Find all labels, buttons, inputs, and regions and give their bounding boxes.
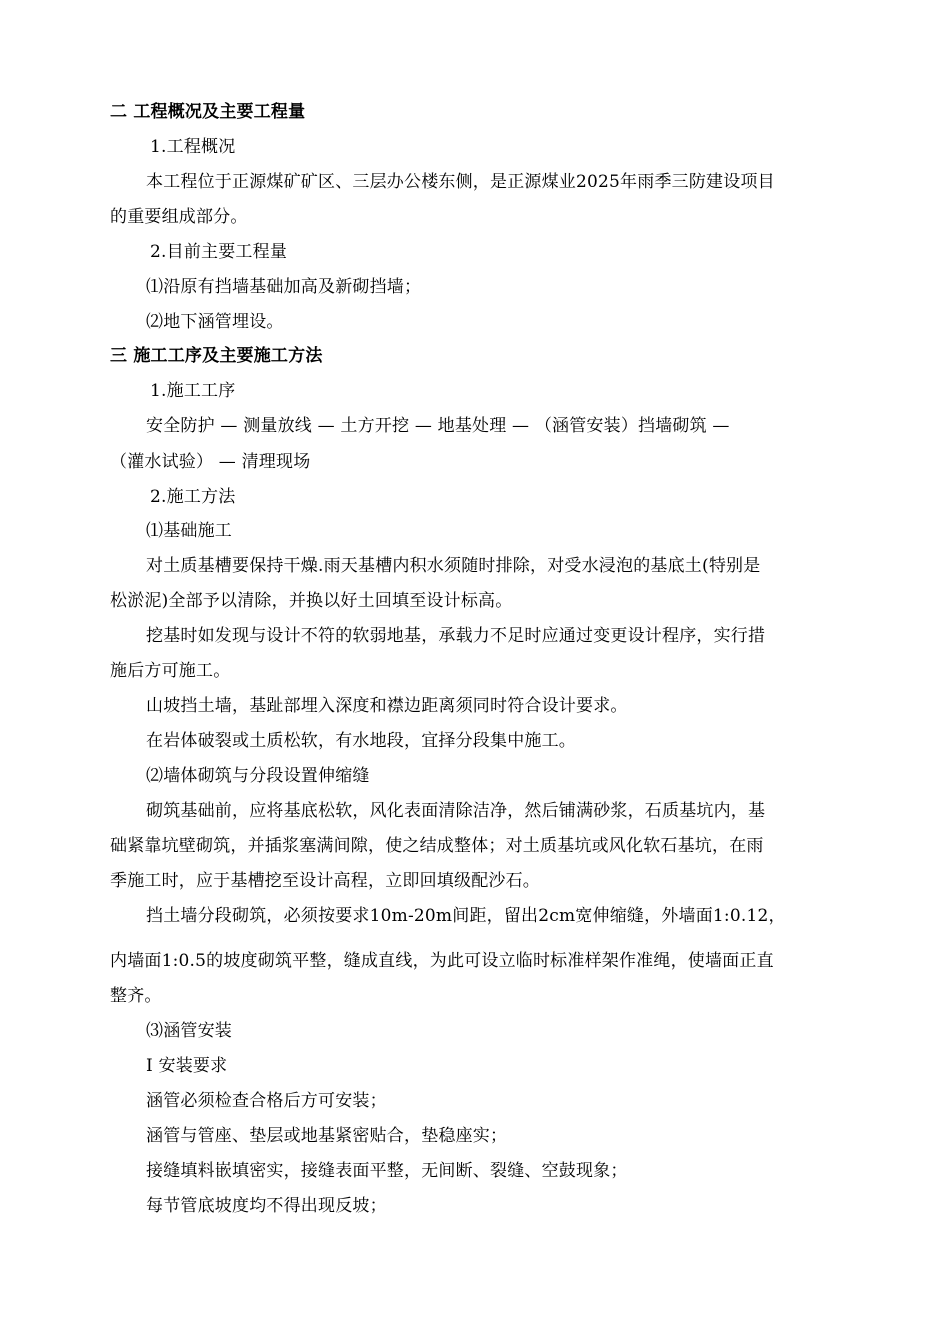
subheading-procedure: 1.施工工序: [150, 381, 236, 401]
item-heading-foundation: ⑴基础施工: [146, 521, 232, 541]
paragraph-line: 整齐。: [110, 986, 162, 1006]
paragraph-line: 在岩体破裂或土质松软，有水地段，宜择分段集中施工。: [146, 731, 576, 751]
paragraph-line: 内墙面1:0.5的坡度砌筑平整，缝成直线，为此可设立临时标准样架作准绳，使墙面正直: [110, 951, 774, 971]
subheading-main-quantities: 2.目前主要工程量: [150, 242, 288, 262]
item-heading-wall-masonry: ⑵墙体砌筑与分段设置伸缩缝: [146, 766, 370, 786]
paragraph-line: 山坡挡土墙，基趾部埋入深度和襟边距离须同时符合设计要求。: [146, 696, 628, 716]
procedure-sequence-line: 安全防护 — 测量放线 — 土方开挖 — 地基处理 — （涵管安装）挡墙砌筑 —: [146, 416, 730, 436]
procedure-sequence-line: （灌水试验） — 清理现场: [110, 452, 311, 472]
paragraph-line: 的重要组成部分。: [110, 207, 248, 227]
subheading-methods: 2.施工方法: [150, 487, 236, 507]
paragraph-line: 挡土墙分段砌筑，必须按要求10m-20m间距，留出2cm宽伸缩缝，外墙面1:0.12，: [146, 906, 786, 926]
requirement-line: 涵管与管座、垫层或地基紧密贴合，垫稳座实；: [146, 1126, 508, 1146]
list-item: ⑴沿原有挡墙基础加高及新砌挡墙；: [146, 277, 422, 297]
requirement-line: 每节管底坡度均不得出现反坡；: [146, 1196, 387, 1216]
paragraph-line: 础紧靠坑壁砌筑，并插浆塞满间隙，使之结成整体；对土质基坑或风化软石基坑，在雨: [110, 836, 764, 856]
requirement-line: 接缝填料嵌填密实，接缝表面平整，无间断、裂缝、空鼓现象；: [146, 1161, 628, 1181]
requirement-line: 涵管必须检查合格后方可安装；: [146, 1091, 387, 1111]
paragraph-line: 施后方可施工。: [110, 661, 231, 681]
paragraph-line: 砌筑基础前，应将基底松软，风化表面清除洁净，然后铺满砂浆，石质基坑内，基: [146, 801, 766, 821]
paragraph-line: 松淤泥)全部予以清除，并换以好土回填至设计标高。: [110, 591, 513, 611]
section-heading-construction: 三 施工工序及主要施工方法: [110, 346, 323, 366]
section-heading-overview: 二 工程概况及主要工程量: [110, 102, 306, 122]
paragraph-line: 挖基时如发现与设计不符的软弱地基，承载力不足时应通过变更设计程序，实行措: [146, 626, 766, 646]
subitem-heading-requirements: Ⅰ 安装要求: [146, 1056, 228, 1076]
item-heading-culvert: ⑶涵管安装: [146, 1021, 232, 1041]
paragraph-line: 对土质基槽要保持干燥.雨天基槽内积水须随时排除，对受水浸泡的基底土(特别是: [146, 556, 761, 576]
paragraph-line: 本工程位于正源煤矿矿区、三层办公楼东侧，是正源煤业2025年雨季三防建设项目: [146, 172, 775, 192]
subheading-project-overview: 1.工程概况: [150, 137, 236, 157]
paragraph-line: 季施工时，应于基槽挖至设计高程，立即回填级配沙石。: [110, 871, 540, 891]
list-item: ⑵地下涵管埋设。: [146, 312, 284, 332]
